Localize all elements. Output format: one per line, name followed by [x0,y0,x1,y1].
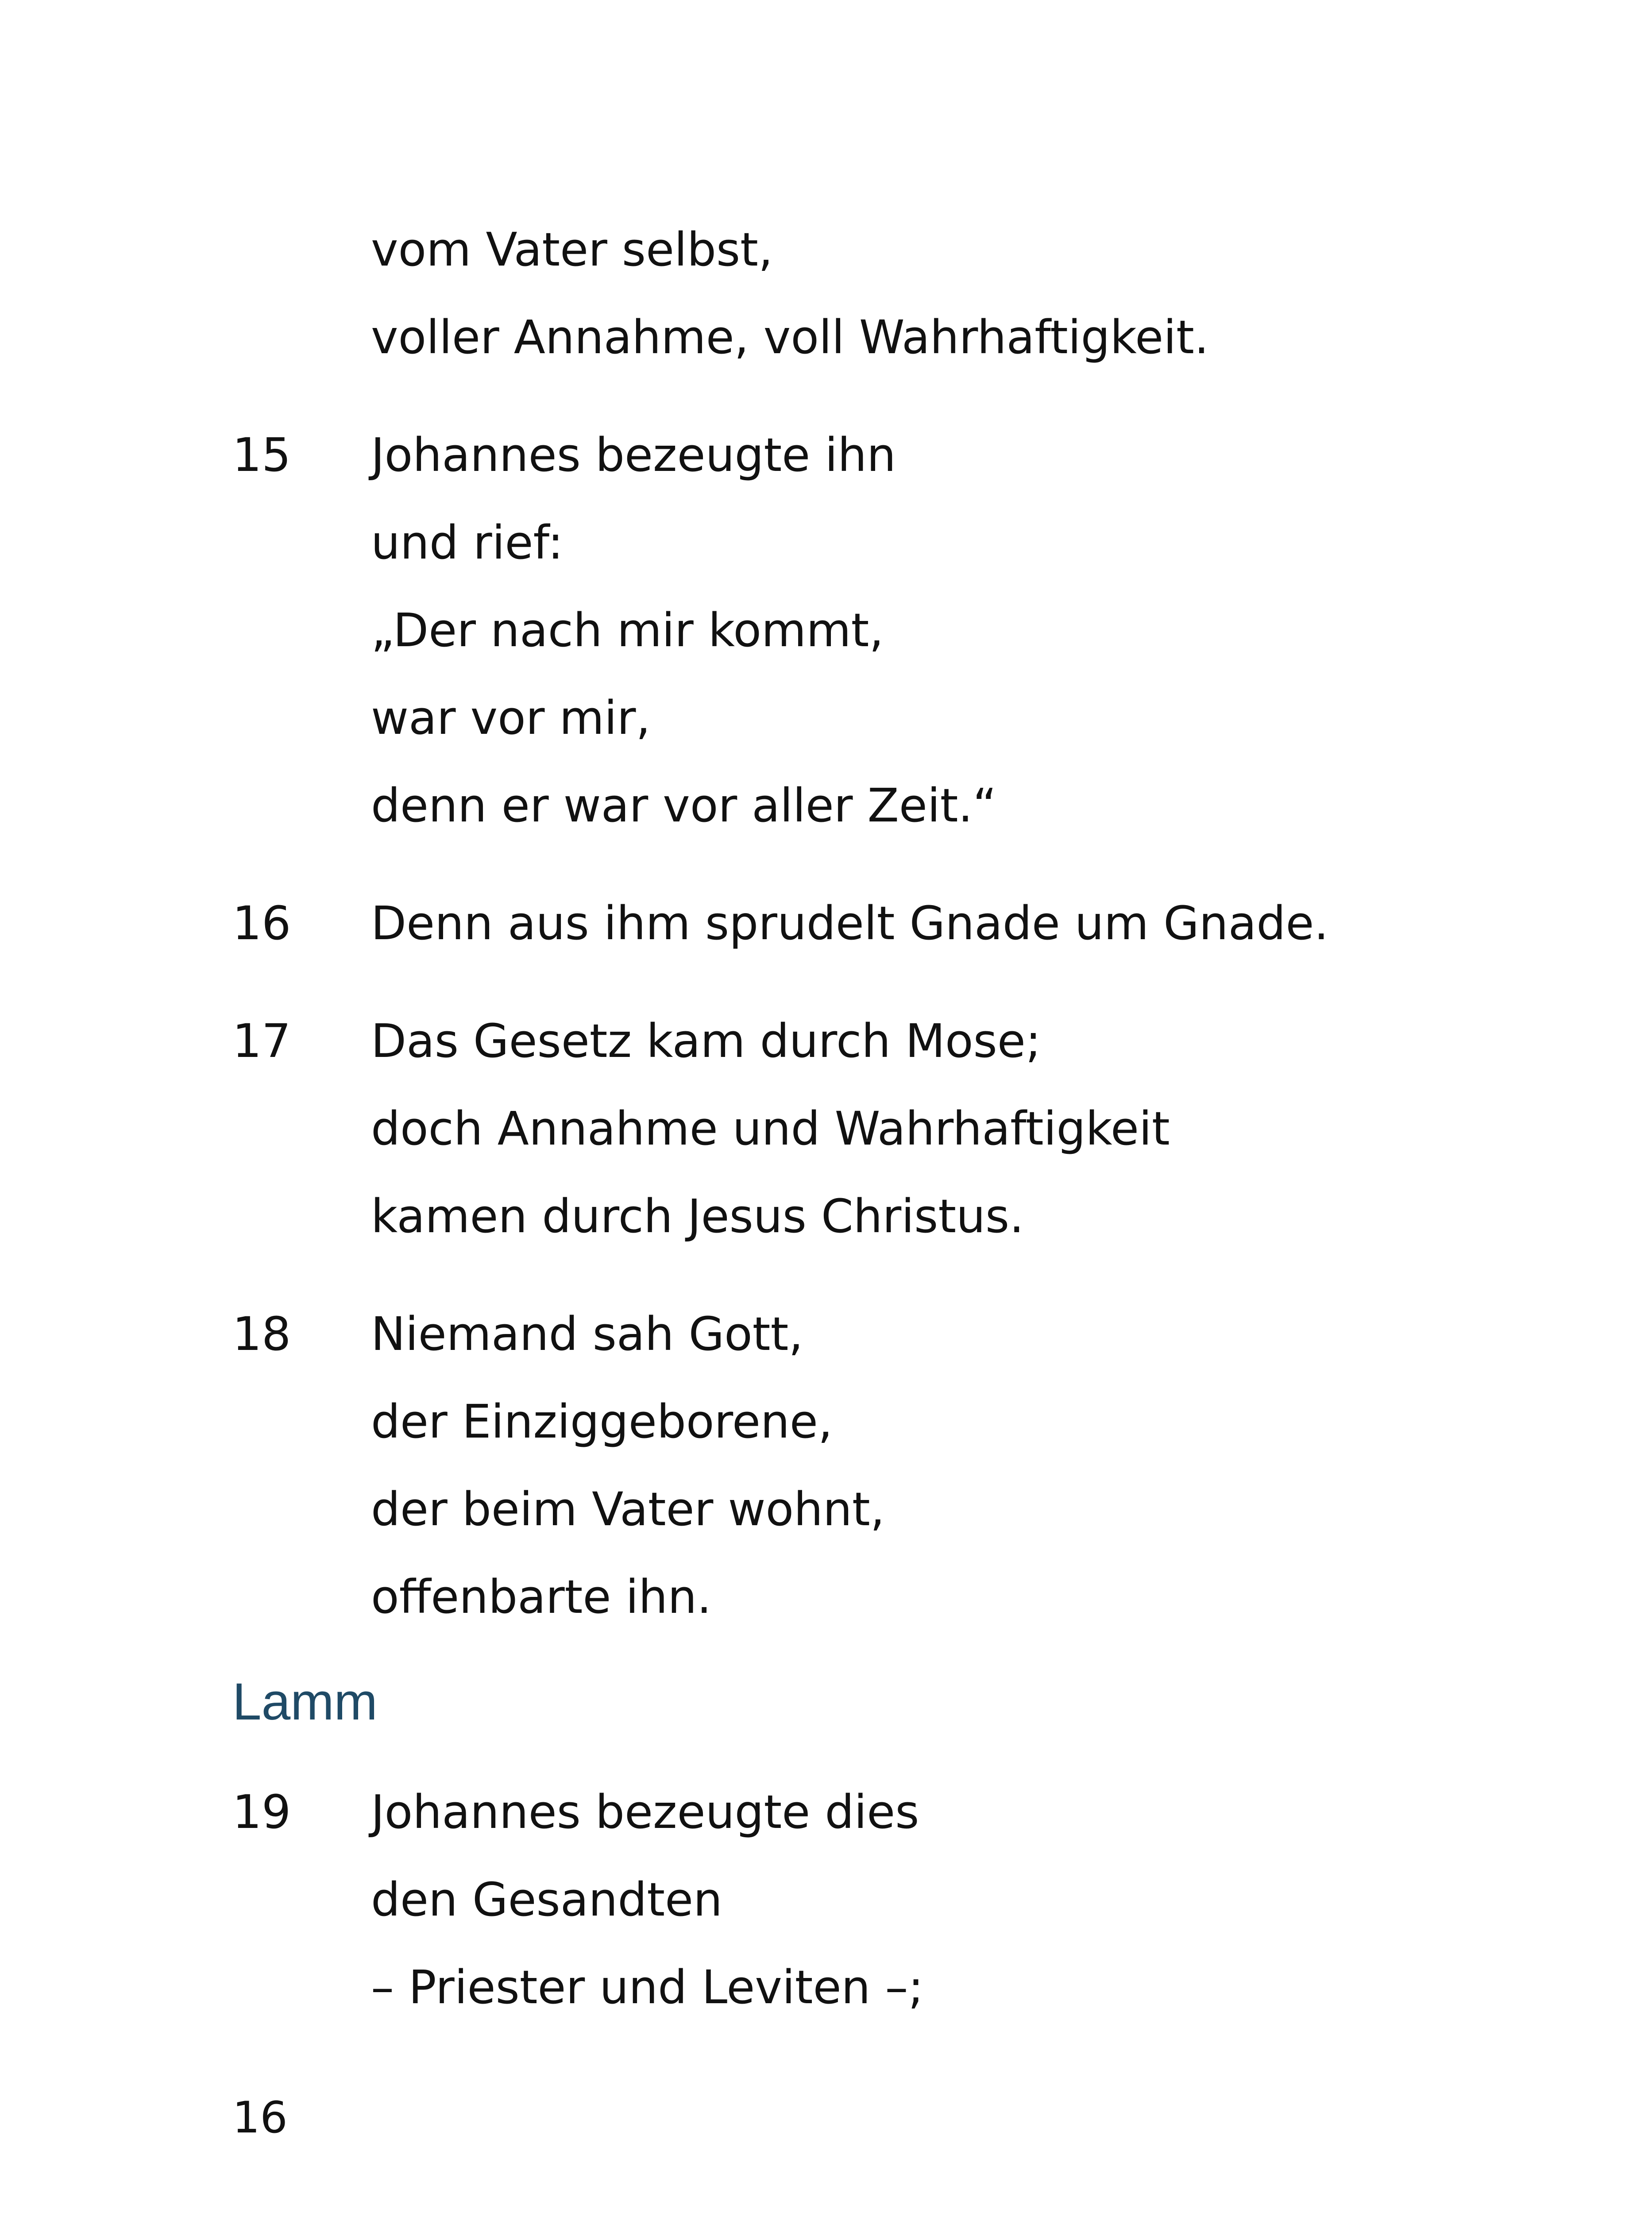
verse-lines [371,1290,1560,1641]
verse-lines [371,997,1560,1260]
verse-18 [232,1290,1560,1641]
verse-lines [371,206,1560,381]
verse-19 [232,1768,1560,2031]
verse-line: vom Vater selbst, [371,223,773,277]
verse-lines [371,411,1560,849]
verse-line: der beim Vater wohnt, [371,1482,885,1536]
verse-line: Denn aus ihm sprudelt Gnade um Gnade. [371,896,1329,950]
verse-line: und rief: [371,516,564,570]
text-content [232,206,1560,2031]
verse-number: 16 [232,896,291,950]
verse-line: voller Annahme, voll Wahrhaftigkeit. [371,310,1209,364]
verse-line: – Priester und Leviten –; [371,1960,924,2014]
verse-number: 15 [232,428,291,482]
verse-line: Das Gesetz kam durch Mose; [371,1014,1041,1068]
verse-line: der Einziggeborene, [371,1395,833,1449]
section-heading: Lamm [232,1673,378,1731]
verse-15 [232,411,1560,849]
page-number: 16 [232,2093,288,2143]
verse-line: Johannes bezeugte dies [371,1785,919,1839]
verse-number: 17 [232,1014,291,1068]
verse-line: kamen durch Jesus Christus. [371,1189,1024,1243]
verse-line: Johannes bezeugte ihn [371,428,896,482]
verse-line: den Gesandten [371,1873,723,1927]
verse-17 [232,997,1560,1260]
verse-line: denn er war vor aller Zeit.“ [371,779,997,833]
verse-lines [371,1768,1560,2031]
verse-line: doch Annahme und Wahrhaftigkeit [371,1102,1170,1156]
verse-continuation [232,206,1560,381]
verse-number: 19 [232,1785,291,1839]
verse-16 [232,879,1560,967]
verse-number: 18 [232,1307,291,1361]
verse-line: war vor mir, [371,691,651,745]
verse-line: „Der nach mir kommt, [371,603,884,657]
verse-lines [371,879,1560,967]
verse-line: offenbarte ihn. [371,1570,712,1624]
verse-line: Niemand sah Gott, [371,1307,803,1361]
